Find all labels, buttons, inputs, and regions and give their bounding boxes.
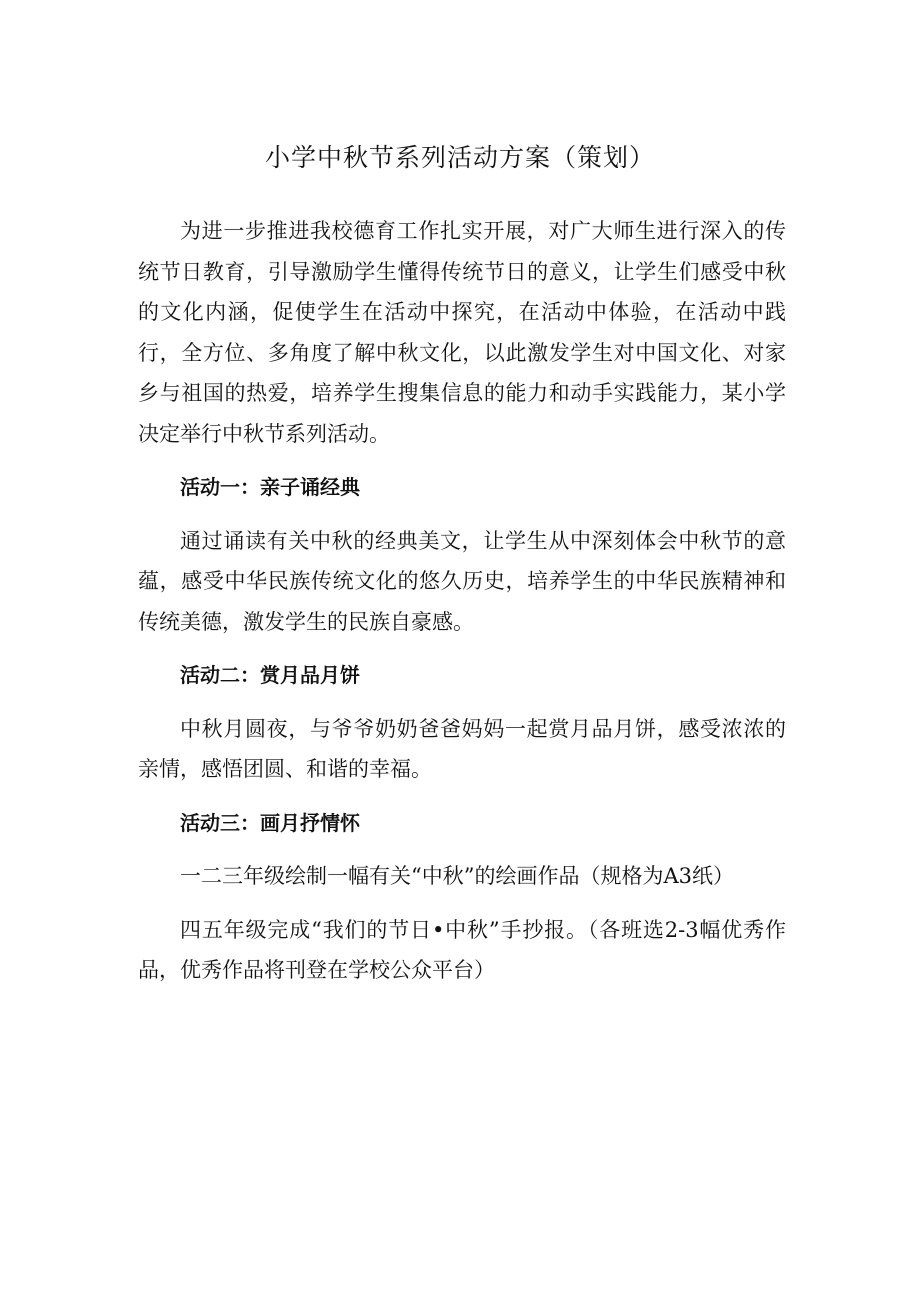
activity-1-paragraph: 通过诵读有关中秋的经典美文，让学生从中深刻体会中秋节的意蕴，感受中华民族传统文化的悠久历史，培养学生的中华民族精神和传统美德，激发学生的民族自豪感。 [138, 528, 786, 634]
document-title: 小学中秋节系列活动方案（策划） [264, 143, 655, 172]
activity-1-heading: 活动一：亲子诵经典 [180, 475, 360, 499]
activity-3-heading: 活动三：画月抒情怀 [180, 810, 360, 835]
activity-3-paragraph-1: 一二三年级绘制一幅有关“中秋”的绘画作品（规格为A3纸） [180, 864, 734, 888]
document-body [138, 211, 786, 991]
activity-2-paragraph: 中秋月圆夜，与爷爷奶奶爸爸妈妈一起赏月品月饼，感受浓浓的亲情，感悟团圆、和谐的幸福。 [138, 716, 786, 781]
activity-3-paragraph-2: 四五年级完成“我们的节日•中秋”手抄报。（各班选2-3幅优秀作品，优秀作品将刊登在学校公众平台） [138, 917, 786, 982]
activity-2-heading: 活动二：赏月品月饼 [180, 663, 360, 687]
intro-paragraph: 为进一步推进我校德育工作扎实开展，对广大师生进行深入的传统节日教育，引导激励学生懂得传统节日的意义，让学生们感受中秋的文化内涵，促使学生在活动中探究，在活动中体验，在活动中践行，全方位、多角度了解中秋文化，以此激发学生对中国文化、对家乡与祖国的热爱，培养学生搜集信息的能力和动手实践能力，某小学决定举行中秋节系列活动。 [138, 219, 786, 446]
